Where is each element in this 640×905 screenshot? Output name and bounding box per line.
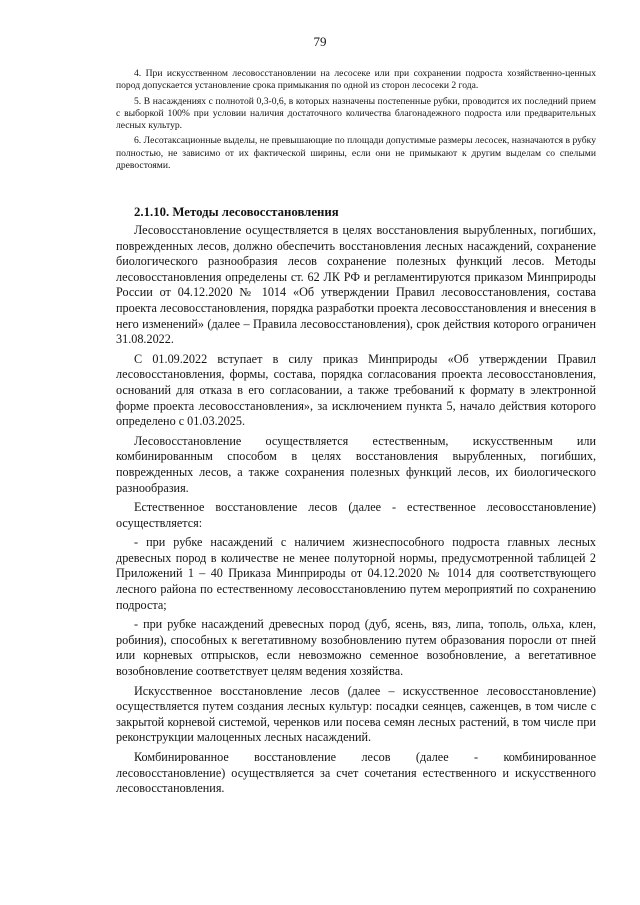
section-heading: 2.1.10. Методы лесовосстановления xyxy=(134,205,339,219)
small-paragraph-4: 4. При искусственном лесовосстановлении на лесосеке или при сохранении подроста хозяйственно-ценных пород допускается установление срока примыкания по одной из сторон лесосеки 2 года. xyxy=(116,68,596,92)
body-paragraph: - при рубке насаждений древесных пород (дуб, ясень, вяз, липа, тополь, ольха, клен, робиния), способных к вегетативному возобновлению путем образования поросли от пней или корневых отпрысков, если невозможно семенное возобновление, а вегетативное возобновление соответствует целям ведения хозяйства. xyxy=(116,617,596,679)
small-paragraph-5: 5. В насаждениях с полнотой 0,3-0,6, в которых назначены постепенные рубки, проводится их последний прием с выборкой 100% при условии наличия достаточного количества благонадежного подроста или предварительных лесных культур. xyxy=(116,95,596,132)
body-paragraph: Лесовосстановление осуществляется в целях восстановления вырубленных, погибших, поврежденных лесов, должно обеспечить восстановления лесных насаждений, сохранение биологического разнообразия лесов сохранение полезных функций лесов. Методы лесовосстановления определены ст. 62 ЛК РФ и регламентируются приказом Минприроды России от 04.12.2020 № 1014 «Об утверждении Правил лесовосстановления, состава проекта лесовосстановления, порядка разработки проекта лесовосстановления и внесения в него изменений» (далее – Правила лесовосстановления), срок действия которого ограничен 31.08.2022. xyxy=(116,223,596,347)
small-text-block xyxy=(116,68,596,175)
body-text-block xyxy=(116,223,596,801)
body-paragraph: Искусственное восстановление лесов (далее – искусственное лесовосстановление) осуществляется путем создания лесных культур: посадки сеянцев, саженцев, в том числе с закрытой корневой системой, черенков или посева семян лесных растений, в том числе при реконструкции малоценных лесных насаждений. xyxy=(116,683,596,745)
body-paragraph: Естественное восстановление лесов (далее - естественное лесовосстановление) осуществляется: xyxy=(116,500,596,530)
body-paragraph: Лесовосстановление осуществляется естественным, искусственным или комбинированным способом в целях восстановления вырубленных, погибших, поврежденных лесов, а также сохранения полезных функций лесов, их биологического разнообразия. xyxy=(116,433,596,495)
body-paragraph: С 01.09.2022 вступает в силу приказ Минприроды «Об утверждении Правил лесовосстановления, формы, состава, порядка согласования проекта лесовосстановления, оснований для отказа в его согласовании, а также требований к формату в электронной форме проекта лесовосстановления», за исключением пункта 5, начало действия которого определено с 01.03.2025. xyxy=(116,351,596,429)
page-number: 79 xyxy=(313,34,327,49)
body-paragraph: Комбинированное восстановление лесов (далее - комбинированное лесовосстановление) осуществляется за счет сочетания естественного и искусственного лесовосстановления. xyxy=(116,750,596,796)
body-paragraph: - при рубке насаждений с наличием жизнеспособного подроста главных лесных древесных пород в количестве не менее полуторной нормы, предусмотренной таблицей 2 Приложений 1 – 40 Приказа Минприроды от 04.12.2020 № 1014 для соответствующего лесного района по естественному лесовосстановлению путем мероприятий по сохранению подроста; xyxy=(116,535,596,612)
small-paragraph-6: 6. Лесотаксационные выделы, не превышающие по площади допустимые размеры лесосек, назначаются в рубку полностью, не зависимо от их фактической ширины, если они не примыкают к другим выделам со спелыми древостоями. xyxy=(116,135,596,172)
